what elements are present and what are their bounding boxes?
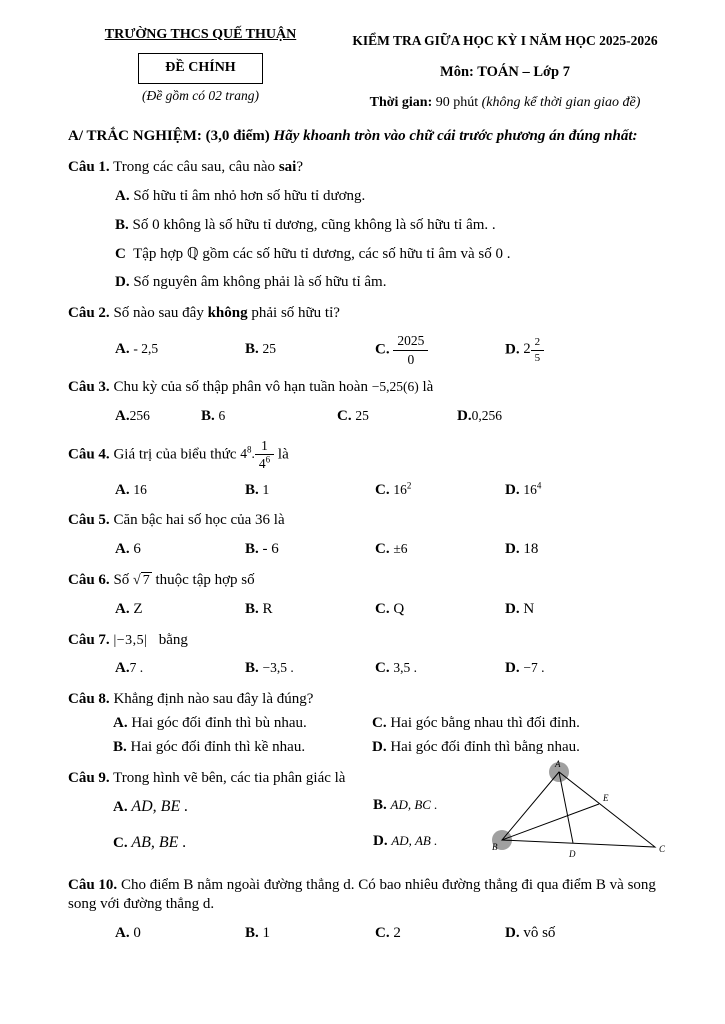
question-7-text: bằng [158, 631, 188, 648]
question-3-option-b [201, 407, 337, 427]
question-4-option-a [115, 481, 245, 501]
question-5-options [68, 540, 677, 560]
option-a-value: 7 . [129, 660, 144, 676]
option-b-label: B. [373, 797, 387, 814]
option-a-value: AD, BE . [131, 798, 189, 816]
question-9-text: Trong hình vẽ bên, các tia phân giác là [113, 769, 346, 786]
question-4-number: Câu 4. [68, 446, 110, 463]
question-10 [68, 876, 677, 944]
option-a-label: A. [113, 715, 128, 732]
question-6-option-b [245, 600, 375, 620]
question-6-text: Số [113, 572, 134, 589]
option-a-label: A. [115, 600, 130, 617]
option-b-value: −3,5 . [262, 660, 294, 676]
fraction-denominator: 5 [534, 351, 541, 364]
question-1-number: Câu 1. [68, 159, 110, 176]
question-4-option-c [375, 481, 505, 501]
option-a-label: A. [115, 481, 130, 498]
question-3-text-end: là [418, 379, 434, 396]
option-c-label: C. [375, 341, 390, 358]
mixed-number [523, 335, 544, 364]
option-d-label: D. [457, 407, 472, 424]
option-c-value: Q [393, 600, 405, 617]
question-7 [68, 631, 677, 680]
figure-label-E: E [603, 792, 609, 803]
question-5-stem [68, 511, 677, 531]
absolute-value-expression: |−3,5| [113, 632, 148, 648]
option-d-value: 18 [523, 541, 539, 558]
question-9 [68, 758, 677, 865]
question-8 [68, 690, 677, 757]
question-4-text: Giá trị của biểu thức [113, 446, 241, 463]
option-d-value: 0,256 [471, 407, 502, 423]
option-b-value: 1 [262, 481, 270, 497]
question-7-option-c [375, 659, 505, 679]
question-8-text: Khẳng định nào sau đây là đúng? [113, 691, 314, 708]
question-8-stem [68, 690, 677, 710]
option-b-label: B. [245, 925, 259, 942]
question-9-option-a [113, 796, 373, 818]
question-1-stem [68, 158, 677, 178]
fraction-denominator: 0 [407, 351, 415, 367]
question-4 [68, 438, 677, 501]
question-3-stem [68, 378, 677, 398]
option-c-exponent: 2 [406, 480, 412, 491]
option-d-base: 16 [523, 481, 537, 497]
triangle-ABC [502, 772, 655, 847]
question-2 [68, 304, 677, 367]
question-7-option-a [115, 659, 245, 679]
question-9-number: Câu 9. [68, 769, 110, 786]
question-10-text: Cho điểm B nằm ngoài đường thẳng d. Có bao nhiêu đường thẳng đi qua điểm B và song song với đường thẳng d. [68, 876, 656, 913]
option-c-value: 3,5 . [393, 660, 417, 676]
option-c-label: C. [375, 600, 390, 617]
time-value: 90 phút [432, 94, 482, 110]
option-c-label: C. [372, 715, 387, 732]
question-7-number: Câu 7. [68, 631, 110, 648]
option-a-label: A. [113, 799, 128, 816]
option-a-text: Số hữu tỉ âm nhỏ hơn số hữu tỉ dương. [133, 188, 366, 204]
question-1-text: Trong các câu sau, câu nào [113, 159, 279, 176]
question-3-option-a [115, 407, 201, 427]
question-2-text-end: phải số hữu tỉ? [247, 305, 340, 322]
question-2-text: Số nào sau đây [113, 305, 208, 322]
denominator-base: 4 [258, 456, 266, 472]
question-1-text-bold: sai [278, 159, 297, 176]
question-10-stem [68, 876, 677, 916]
option-c-label: C. [375, 925, 390, 942]
option-c-label: C. [375, 660, 390, 677]
power-exponent: 8 [247, 444, 252, 455]
figure-label-C: C [659, 843, 666, 854]
question-4-text-end: là [274, 446, 289, 463]
question-1 [68, 158, 677, 293]
question-6 [68, 571, 677, 620]
question-8-options [68, 714, 677, 758]
question-9-option-c [113, 832, 373, 854]
question-6-options [68, 600, 677, 620]
question-3-option-d [457, 407, 677, 427]
option-b-value: 1 [262, 925, 271, 942]
question-8-option-a [113, 714, 372, 734]
question-2-number: Câu 2. [68, 305, 110, 322]
question-3-option-c [337, 407, 457, 427]
question-5-option-d [505, 540, 677, 560]
power-expression [240, 446, 255, 461]
option-d-value: −7 . [523, 660, 545, 676]
option-c-value: 2 [393, 925, 401, 942]
exam-header [68, 26, 677, 112]
option-c-value: ±6 [393, 541, 408, 557]
option-d-label: D. [373, 833, 388, 850]
question-6-option-d [505, 600, 677, 620]
question-6-option-c [375, 600, 505, 620]
question-8-option-c [372, 714, 677, 734]
sqrt-symbol: √ [133, 573, 141, 589]
question-1-option-c [68, 245, 677, 265]
power-base: 4 [240, 446, 248, 462]
question-3 [68, 378, 677, 427]
option-d-label: D. [505, 660, 520, 677]
figure-label-D: D [569, 848, 576, 859]
option-c-value: AB, BE . [131, 834, 187, 852]
option-d-value: AD, AB . [391, 833, 438, 849]
option-d-value [523, 482, 541, 497]
fraction-numerator: 2025 [393, 333, 428, 351]
option-c-label: C. [375, 481, 390, 498]
option-b-label: B. [113, 738, 127, 755]
option-c-label: C. [113, 835, 128, 852]
question-8-option-b [113, 738, 372, 758]
question-1-option-a [68, 187, 677, 207]
section-a-label: A/ TRẮC NGHIỆM: (3,0 điểm) [68, 128, 270, 145]
option-c-label: C [115, 245, 126, 262]
option-c-text: Tập hợp ℚ gồm các số hữu tỉ dương, các số hữu tỉ âm và số 0 . [133, 245, 511, 262]
option-d-value: N [523, 600, 535, 617]
option-c-label: C. [337, 407, 352, 424]
sqrt-expression [133, 572, 152, 588]
option-a-label: A. [115, 341, 130, 358]
option-b-value: AD, BC . [390, 797, 438, 813]
fraction-numerator: 1 [255, 438, 274, 456]
multiply-dot: . [251, 446, 255, 462]
question-2-option-c [375, 333, 505, 367]
question-5-number: Câu 5. [68, 512, 110, 529]
time-label: Thời gian: [369, 94, 433, 110]
option-d-value: vô số [523, 925, 556, 942]
header-left [68, 26, 333, 112]
question-1-option-b [68, 216, 677, 236]
question-5-text: Căn bậc hai số học của 36 là [113, 512, 285, 529]
option-a-value: Z [133, 600, 143, 617]
option-d-label: D. [505, 481, 520, 498]
section-a-title [68, 127, 677, 147]
question-4-options [68, 481, 677, 501]
question-2-option-d [505, 336, 677, 364]
question-10-number: Câu 10. [68, 876, 118, 893]
question-5-option-c [375, 540, 505, 560]
question-7-options [68, 659, 677, 679]
mixed-fraction [531, 336, 545, 364]
section-a-instruction: Hãy khoanh tròn vào chữ cái trước phương án đúng nhất: [269, 128, 638, 145]
question-10-option-c [375, 924, 505, 944]
exam-subject: Môn: TOÁN – Lớp 7 [440, 63, 570, 80]
question-7-option-d [505, 659, 677, 679]
exam-code-box: ĐỀ CHÍNH [138, 53, 262, 83]
option-d-label: D. [505, 925, 520, 942]
question-10-option-d [505, 924, 677, 944]
header-right [333, 26, 677, 112]
option-a-value: 16 [133, 481, 147, 497]
question-2-text-bold: không [207, 305, 248, 322]
question-4-stem [68, 438, 677, 472]
triangle-figure [487, 759, 675, 861]
option-b-label: B. [245, 600, 259, 617]
option-b-label: B. [201, 407, 215, 424]
segment-AD [559, 772, 573, 843]
option-a-label: A. [115, 188, 130, 204]
question-2-option-b [245, 340, 375, 360]
question-3-text: Chu kỳ của số thập phân vô hạn tuần hoàn [113, 379, 372, 396]
exam-title: KIỂM TRA GIỮA HỌC KỲ I NĂM HỌC 2025-2026 [352, 33, 658, 48]
question-5-option-b [245, 540, 375, 560]
option-a-value: 0 [133, 925, 141, 942]
option-b-value: 6 [218, 407, 226, 423]
option-b-value: - 6 [262, 541, 279, 558]
option-d-label: D. [505, 600, 520, 617]
option-a-label: A. [115, 925, 130, 942]
question-4-option-d [505, 481, 677, 501]
option-c-value [393, 482, 411, 497]
exam-code-box-wrap [68, 44, 333, 83]
mixed-whole: 2 [523, 341, 531, 358]
option-b-text: Hai góc đối đỉnh thì kề nhau. [130, 738, 306, 755]
question-6-stem [68, 571, 677, 591]
question-3-math: −5,25(6) [371, 379, 419, 395]
fraction-denominator [255, 455, 274, 472]
option-b-text: Số 0 không là số hữu tỉ dương, cũng không là số hữu tỉ âm. . [132, 216, 496, 233]
option-c-base: 16 [393, 481, 407, 497]
option-a-label: A. [115, 660, 130, 677]
option-b-label: B. [115, 216, 129, 233]
denominator-exponent: 6 [265, 454, 271, 465]
question-2-option-a [115, 340, 245, 360]
option-d-label: D. [505, 541, 520, 558]
exam-time-line [333, 94, 677, 112]
question-2-options [68, 333, 677, 367]
question-4-option-b [245, 481, 375, 501]
option-d-label: D. [115, 274, 130, 291]
option-b-value: 25 [262, 341, 277, 357]
figure-label-A: A [555, 758, 561, 769]
time-note: (không kể thời gian giao đề) [481, 94, 641, 110]
option-d-text: Số nguyên âm không phải là số hữu tỉ âm. [133, 274, 387, 291]
question-7-stem [68, 631, 677, 651]
question-10-option-a [115, 924, 245, 944]
option-d-label: D. [372, 738, 387, 755]
question-8-number: Câu 8. [68, 691, 110, 708]
option-d-exponent: 4 [536, 480, 542, 491]
fraction-2025-over-0 [393, 333, 428, 367]
question-6-number: Câu 6. [68, 572, 110, 589]
question-10-options [68, 924, 677, 944]
fraction-numerator: 2 [531, 336, 545, 351]
option-a-value: 256 [129, 407, 150, 423]
option-a-value: 6 [133, 541, 141, 558]
figure-label-B: B [492, 841, 498, 852]
option-a-label: A. [115, 541, 130, 558]
option-d-text: Hai góc đối đỉnh thì bằng nhau. [390, 738, 580, 755]
question-8-option-d [372, 738, 677, 758]
question-10-option-b [245, 924, 375, 944]
question-1-text-end: ? [296, 159, 303, 176]
question-7-option-b [245, 659, 375, 679]
option-a-value: - 2,5 [133, 341, 159, 357]
question-5-option-a [115, 540, 245, 560]
question-6-option-a [115, 600, 245, 620]
option-b-label: B. [245, 481, 259, 498]
question-3-number: Câu 3. [68, 379, 110, 396]
question-2-stem [68, 304, 677, 324]
option-b-value: R [262, 600, 273, 617]
option-a-label: A. [115, 407, 130, 424]
option-c-value: 25 [355, 407, 369, 423]
option-a-text: Hai góc đối đỉnh thì bù nhau. [131, 715, 307, 732]
option-c-label: C. [375, 541, 390, 558]
question-3-options [68, 407, 677, 427]
option-b-label: B. [245, 660, 259, 677]
question-6-text-end: thuộc tập hợp số [151, 572, 255, 589]
fraction-1-over-4-6 [255, 438, 274, 472]
option-b-label: B. [245, 341, 259, 358]
option-c-text: Hai góc bằng nhau thì đối đỉnh. [390, 715, 580, 732]
pages-note: (Đề gồm có 02 trang) [142, 87, 259, 103]
option-b-label: B. [245, 541, 259, 558]
question-5 [68, 511, 677, 560]
sqrt-radicand: 7 [142, 573, 150, 589]
school-name: TRƯỜNG THCS QUẾ THUẬN [104, 27, 297, 42]
question-1-option-d [68, 273, 677, 293]
option-d-label: D. [505, 341, 520, 358]
